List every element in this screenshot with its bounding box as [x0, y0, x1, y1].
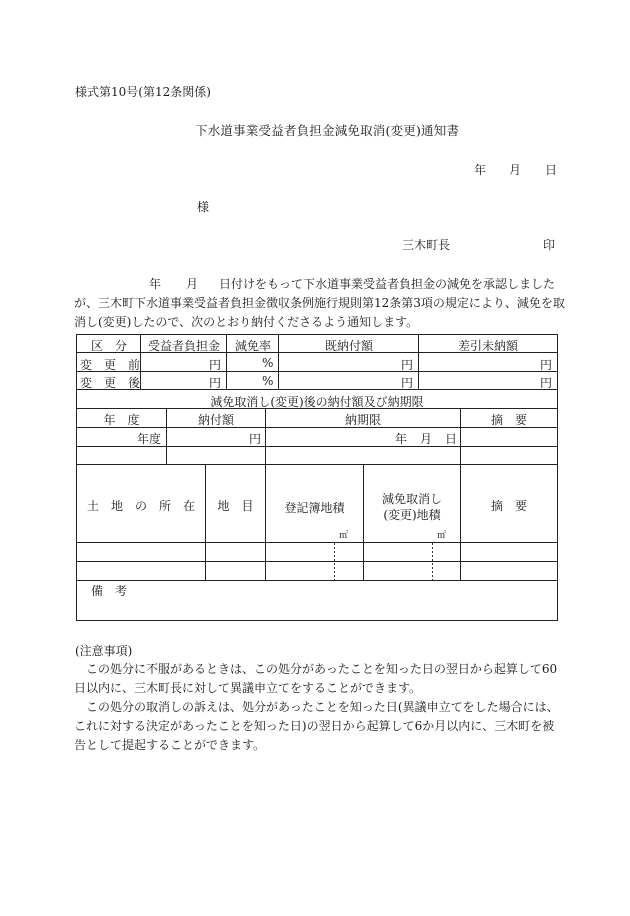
- t1-header-paid: 既納付額: [324, 339, 373, 353]
- t1-header-charge: 受益者負担金: [147, 339, 220, 353]
- t1-row-before-label: 変 更 前: [80, 358, 141, 372]
- notes-line-4: これに対する決定があったことを知った日)の翌日から起算して6か月以内に、三木町を被: [74, 719, 555, 733]
- t3-header-registered-area: 登記簿地積: [284, 501, 345, 515]
- seal-mark: 印: [543, 238, 556, 252]
- t3-header-remarks: 摘 要: [490, 499, 527, 513]
- date-day-label: 日: [545, 163, 558, 177]
- remarks-label: 備 考: [91, 584, 128, 598]
- body-line2: が、三木町下水道事業受益者負担金徴収条例施行規則第12条第3項の規定により、減免を取: [74, 296, 565, 310]
- t2-due-year: 年: [395, 432, 408, 446]
- t1-row-after-pct: %: [262, 374, 274, 388]
- t2-yen-label: 円: [249, 432, 262, 446]
- t2-due-month: 月: [420, 432, 433, 446]
- t2-due-day: 日: [445, 432, 458, 446]
- t1-header-category: 区 分: [90, 339, 127, 353]
- t2-section-title: 減免取消し(変更)後の納付額及び納期限: [210, 395, 424, 409]
- t2-header-year: 年 度: [103, 413, 140, 427]
- t1-row-after-yen1: 円: [209, 376, 222, 390]
- table3-border: [77, 465, 558, 581]
- addressee-honorific: 様: [197, 200, 210, 214]
- body-line3: 消し(変更)したので、次のとおり納付くださるよう通知します。: [74, 315, 419, 329]
- t1-row-before-yen2: 円: [401, 358, 414, 372]
- t1-row-after-label: 変 更 後: [80, 376, 141, 390]
- notes-line-2: 日以内に、三木町長に対して異議申立てをすることができます。: [74, 681, 422, 695]
- t3-unit-sqm-exempt: ㎡: [437, 531, 447, 541]
- notes-line-5: 告として提起することができます。: [74, 738, 266, 752]
- t3-header-location: 土 地 の 所 在: [86, 499, 195, 513]
- remarks-border: [77, 581, 558, 621]
- document-title: 下水道事業受益者負担金減免取消(変更)通知書: [195, 123, 460, 138]
- issuer-name: 三木町長: [402, 238, 451, 252]
- t2-year-suffix: 年度: [137, 432, 162, 446]
- t3-header-exempt-area-line2: (変更)地積: [383, 508, 441, 522]
- body-year-label: 年: [149, 277, 162, 291]
- t2-header-remarks: 摘 要: [490, 413, 527, 427]
- body-line1: 日付けをもって下水道事業受益者負担金の減免を承認しました: [219, 277, 556, 291]
- t1-row-before-yen1: 円: [209, 358, 222, 372]
- t3-header-land-category: 地 目: [217, 499, 254, 513]
- t1-header-unpaid: 差引未納額: [457, 339, 518, 353]
- t1-header-rate: 減免率: [234, 339, 271, 353]
- t3-header-exempt-area-line1: 減免取消し: [381, 492, 442, 506]
- notes-line-3: この処分の取消しの訴えは、処分があったことを知った日(異議申立てをした場合には、: [74, 700, 559, 714]
- body-month-label: 月: [186, 277, 199, 291]
- t1-row-after-yen3: 円: [540, 376, 553, 390]
- t1-row-before-yen3: 円: [540, 358, 553, 372]
- notes-heading: (注意事項): [75, 644, 133, 658]
- form-number: 様式第10号(第12条関係): [75, 85, 211, 99]
- date-year-label: 年: [474, 163, 487, 177]
- t2-header-due: 納期限: [344, 413, 381, 427]
- t2-header-amount: 納付額: [197, 413, 234, 427]
- date-month-label: 月: [509, 163, 522, 177]
- notes-line-1: この処分に不服があるときは、この処分があったことを知った日の翌日から起算して60: [74, 662, 558, 676]
- t3-unit-sqm-registered: ㎡: [339, 531, 349, 541]
- t1-row-before-pct: %: [262, 356, 274, 370]
- t1-row-after-yen2: 円: [401, 376, 414, 390]
